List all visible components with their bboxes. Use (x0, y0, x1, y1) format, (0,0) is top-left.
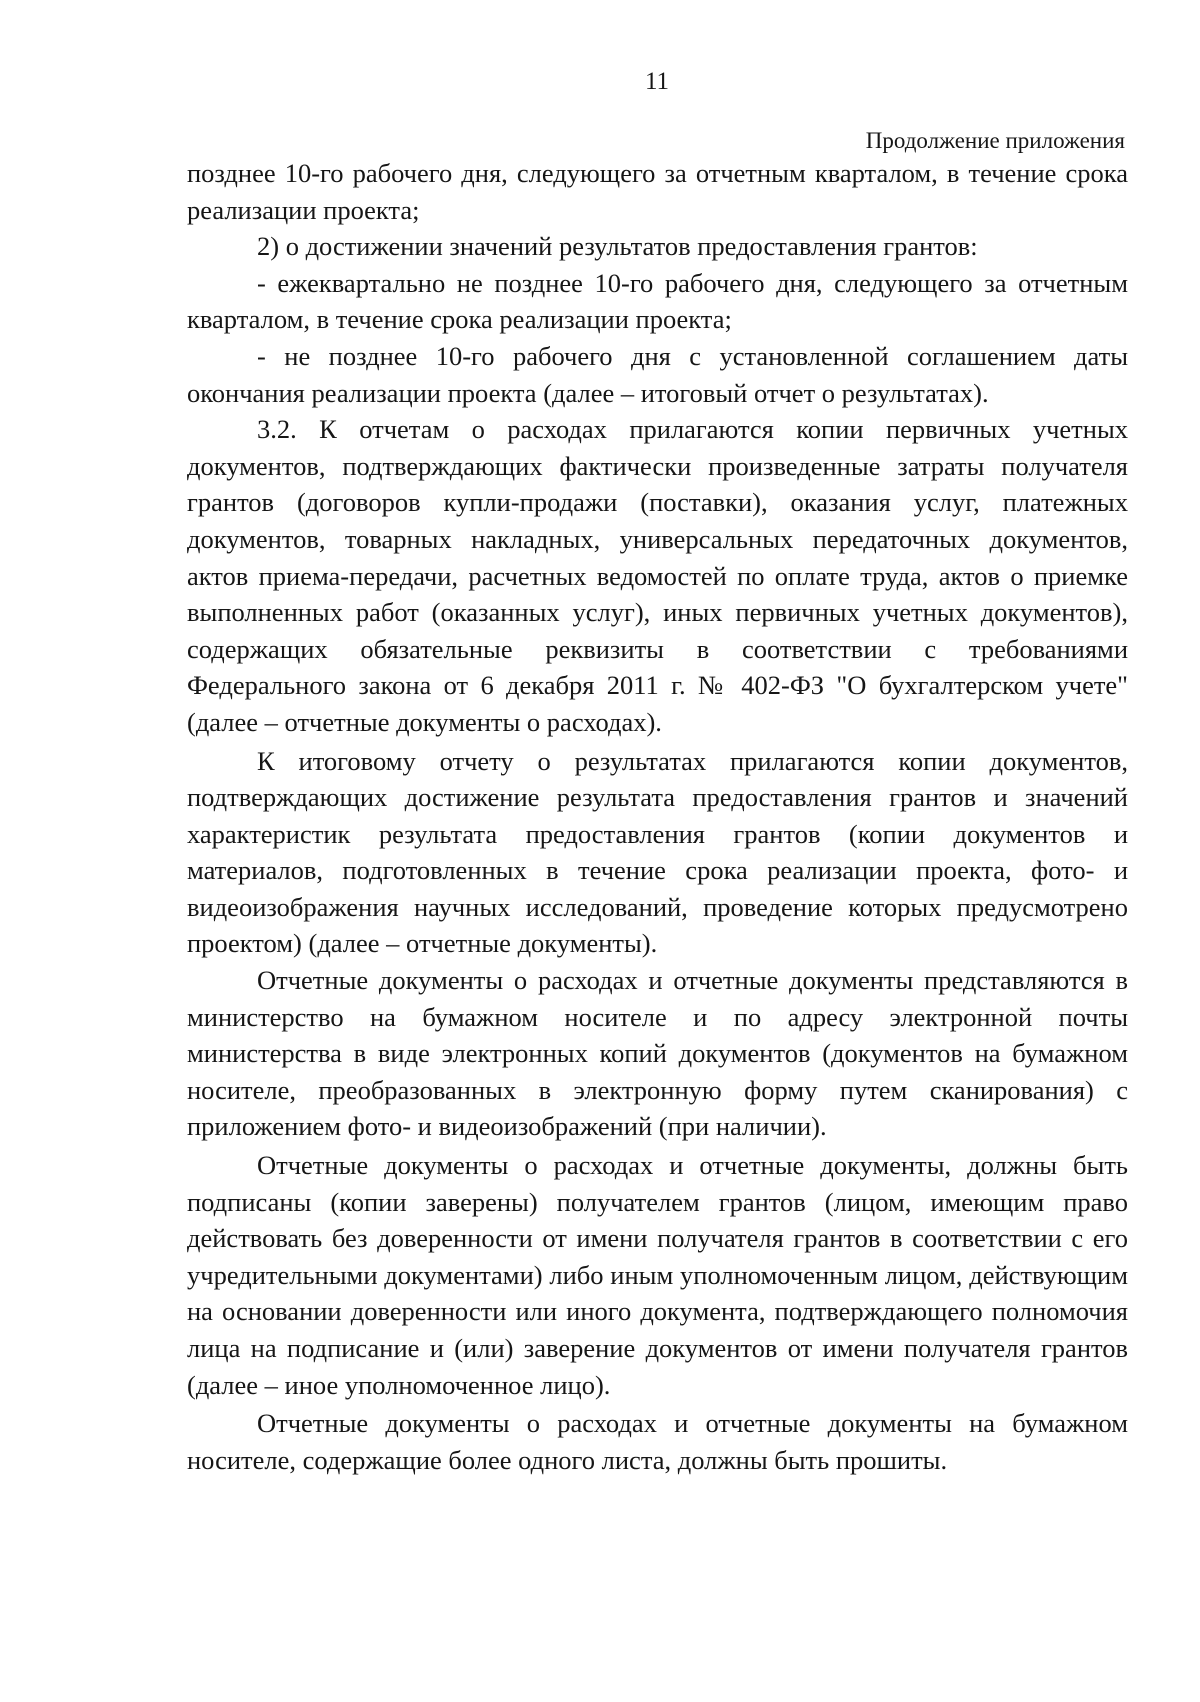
paragraph-signing: Отчетные документы о расходах и отчетные документы, должны быть подписаны (копии заверены) получателем грантов (лицом, имеющим право действовать без доверенности от имени получателя грантов в соответствии с его учредительными документами) либо иным уполномоченным лицом, действующим на основании доверенности или иного документа, подтверждающего полномочия лица на подписание и (или) заверение документов от имени получателя грантов (далее – иное уполномоченное лицо). (187, 1150, 1128, 1400)
paragraph-continuation: позднее 10-го рабочего дня, следующего за отчетным кварталом, в течение срока реализации проекта; (187, 158, 1128, 225)
paragraph-submission: Отчетные документы о расходах и отчетные документы представляются в министерство на бумажном носителе и по адресу электронной почты министерства в виде электронных копий документов (документов на бумажном носителе, преобразованных в электронную форму путем сканирования) с приложением фото- и видеоизображений (при наличии). (187, 965, 1128, 1142)
document-body (187, 155, 1128, 1478)
paragraph-quarterly: - ежеквартально не позднее 10-го рабочего дня, следующего за отчетным кварталом, в течение срока реализации проекта; (187, 267, 1128, 335)
page-number: 11 (644, 68, 670, 95)
running-header: Продолжение приложения (865, 128, 1125, 153)
paragraph-final-report-attachments: К итоговому отчету о результатах прилагаются копии документов, подтверждающих достижение результата предоставления грантов и значений характеристик результата предоставления грантов (копии документов и материалов, подготовленных в течение срока реализации проекта, фото- и видеоизображения научных исследований, проведение которых предусмотрено проектом) (далее – отчетные документы). (187, 745, 1128, 959)
paragraph-3-2: 3.2. К отчетам о расходах прилагаются копии первичных учетных документов, подтверждающих фактически произведенные затраты получателя грантов (договоров купли-продажи (поставки), оказания услуг, платежных документов, товарных накладных, универсальных передаточных документов, актов приема-передачи, расчетных ведомостей по оплате труда, актов о приемке выполненных работ (оказанных услуг), иных первичных учетных документов), содержащих обязательные реквизиты в соответствии с требованиями Федерального закона от 6 декабря 2011 г. № 402-ФЗ "О бухгалтерском учете" (далее – отчетные документы о расходах). (187, 414, 1128, 737)
paragraph-item-2: 2) о достижении значений результатов предоставления грантов: (257, 231, 978, 262)
paragraph-binding: Отчетные документы о расходах и отчетные документы на бумажном носителе, содержащие более одного листа, должны быть прошиты. (187, 1408, 1128, 1475)
paragraph-final-report: - не позднее 10-го рабочего дня с установленной соглашением даты окончания реализации проекта (далее – итоговый отчет о результатах). (187, 340, 1128, 408)
